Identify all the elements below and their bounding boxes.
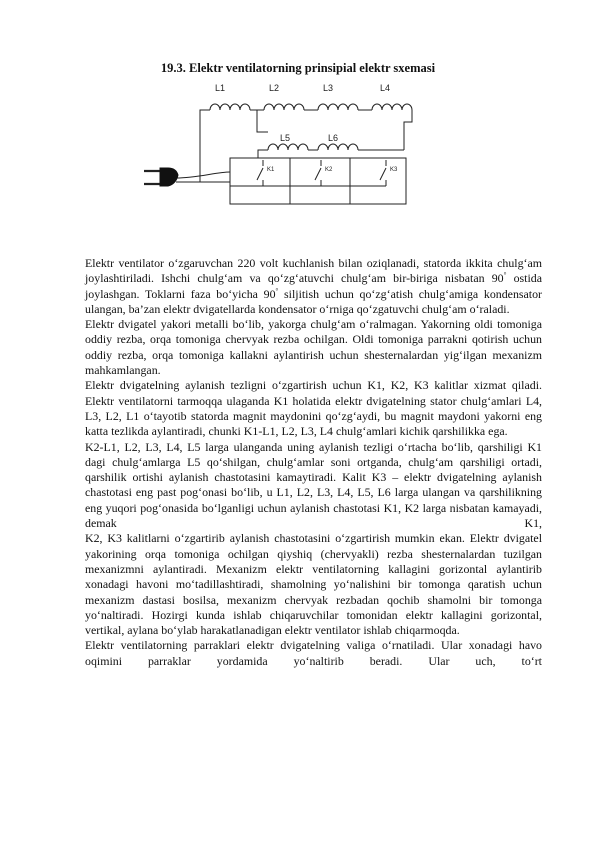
paragraph: K2-L1, L2, L3, L4, L5 larga ulanganda uning aylanish tezligi o‘rtacha bo‘lib, qarshiligi K1 dagi chulg‘amlarga L5 qo‘shilgan, chulg‘amlar soni ortganda, chulg‘am qarshiligi ortadi, qarshilik ortishi aylanish chastotasini kamaytiradi. Kalit K3 – elektr dvigatelning aylanish chastotasi eng past pog‘onasi bo‘lib, u L1, L2, L3, L4, L5, L6 larga ulangan va qarshilikning eng yuqori pog‘onasida bo‘lganligi uchun aylanish chastotasi K1, K2 larga nisbatan kamayadi, demak K1, (85, 439, 542, 531)
degree-sign: ° (503, 271, 507, 280)
coil-l4 (372, 104, 412, 110)
paragraph: K2, K3 kalitlarni o‘zgartirib aylanish chastotasini o‘zgartirish mumkin ekan. Elektr dvigatel yakorining orqa tomoniga ochilgan qiyshiq (chervyakli) rezba shesternalardan tuzilgan mexanizmni aylantiradi. Mexanizm elektr ventilatorning kallagini gorizontal aylantirib xonadagi havoni mo‘tadillashtiradi, shamolning yo‘nalishini bir tomonga qaratish uchun mexanizm dastasi bosilsa, mexanizm chervyak rezbadan qochib shamolni bir tomonga yo‘naltiradi. Hozirgi kunda ishlab chiqaruvchilar tomonidan elektr kallagini gorizontal, vertikal, aylana bo‘ylab harakatlanadigan elektr ventilator ishlab chiqarmoqda. (85, 531, 542, 638)
coil-l3 (318, 104, 358, 110)
coil-label: L1 (215, 83, 226, 93)
power-plug-icon (144, 168, 178, 186)
coil-label: L2 (269, 83, 280, 93)
switch-label: K1 (267, 167, 275, 173)
switch-label: K2 (325, 167, 333, 173)
coil-label: L5 (280, 133, 291, 143)
page-title: 19.3. Elektr ventilatorning prinsipial elektr sxemasi (160, 61, 436, 75)
paragraph: Elektr ventilatorning parraklari elektr dvigatelning valiga o‘rnatiladi. Ular xonadagi havo oqimini parraklar yordamida yo‘naltirib beradi. Ular uch, to‘rt (85, 638, 542, 668)
body-text (85, 256, 542, 669)
coil-l1 (210, 104, 250, 110)
coil-label: L6 (328, 133, 339, 143)
fan-circuit-diagram (118, 80, 418, 215)
degree-sign: ° (275, 286, 279, 295)
paragraph-text: siljitish uchun qo‘zg‘atish chulg‘amiga kondensator ulangan, ba’zan elektr dvigatellarda kondensator o‘rniga qo‘zgatuvchi chulg‘am o‘raladi. (85, 286, 542, 316)
switch-box-k1 (230, 158, 290, 204)
paragraph-text: ostida joylashgan. Toklarni faza bo‘yicha 90 (85, 271, 542, 301)
switch-box-k2 (290, 158, 350, 204)
paragraph: Elektr dvigatelning aylanish tezligni o‘zgartirish uchun K1, K2, K3 kalitlar xizmat qiladi. Elektr ventilatorni tarmoqqa ulaganda K1 holatida elektr dvigatelning stator chulg‘amlari L4, L3, L2, L1 o‘tayotib statorda magnit maydonini qo‘zg‘aydi, bu magnit maydoni yakorni eng katta tezlikda aylantiradi, chunki K1-L1, L2, L3, L4 chulg‘amlari kichik qarshilikka ega. (85, 378, 542, 439)
switch-box-k3 (350, 158, 406, 204)
paragraph-text: Elektr ventilator o‘zgaruvchan 220 volt kuchlanish bilan oziqlanadi, statorda ikkita chulg‘am joylashtiriladi. Ishchi chulg‘am va qo‘zg‘atuvchi chulg‘am bir-biriga nisbatan 90 (85, 256, 542, 286)
coil-l5 (268, 144, 308, 150)
paragraph (85, 256, 542, 317)
paragraph: Elektr dvigatel yakori metalli bo‘lib, yakorga chulg‘am o‘ralmagan. Yakorning oldi tomoniga oddiy rezba, orqa tomoniga chervyak rezba ochilgan. Oldi tomoniga parrakni qotirish uchun oddiy rezba, orqa tomoniga kallakni aylantirish uchun shesternalardan yig‘ilgan mexanizm mahkamlangan. (85, 317, 542, 378)
coil-label: L4 (380, 83, 391, 93)
switch-label: K3 (390, 167, 398, 173)
coil-l6 (318, 144, 358, 150)
coil-l2 (264, 104, 304, 110)
coil-label: L3 (323, 83, 334, 93)
